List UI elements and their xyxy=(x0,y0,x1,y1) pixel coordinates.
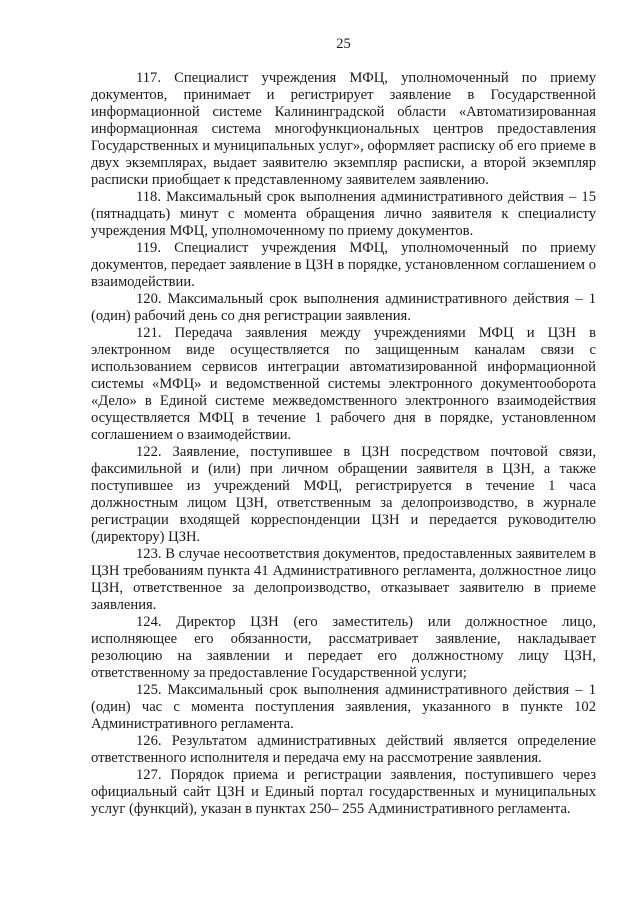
paragraph-119: 119. Специалист учреждения МФЦ, уполномоченный по приему документов, передает заявление в ЦЗН в порядке, установленном соглашением о взаимодействии. xyxy=(91,240,596,290)
paragraph-125: 125. Максимальный срок выполнения административного действия – 1 (один) час с момента поступления заявления, указанного в пункте 102 Административного регламента. xyxy=(91,682,596,732)
document-body xyxy=(91,70,596,818)
paragraph-120: 120. Максимальный срок выполнения административного действия – 1 (один) рабочий день со дня регистрации заявления. xyxy=(91,291,596,324)
paragraph-127: 127. Порядок приема и регистрации заявления, поступившего через официальный сайт ЦЗН и Единый портал государственных и муниципальных услуг (функций), указан в пунктах 250– 255 Административного регламента. xyxy=(91,767,596,817)
paragraph-123: 123. В случае несоответствия документов, предоставленных заявителем в ЦЗН требованиям пункта 41 Административного регламента, должностное лицо ЦЗН, ответственное за делопроизводство, отказывает заявителю в приеме заявления. xyxy=(91,546,596,613)
paragraph-122: 122. Заявление, поступившее в ЦЗН посредством почтовой связи, факсимильной и (или) при личном обращении заявителя в ЦЗН, а также поступившее из учреждений МФЦ, регистрируется в течение 1 часа должностным лицом ЦЗН, ответственным за делопроизводство, в журнале регистрации входящей корреспонденции ЦЗН и передается руководителю (директору) ЦЗН. xyxy=(91,444,596,545)
paragraph-126: 126. Результатом административных действий является определение ответственного исполнителя и передача ему на рассмотрение заявления. xyxy=(91,733,596,766)
paragraph-121: 121. Передача заявления между учреждениями МФЦ и ЦЗН в электронном виде осуществляется по защищенным каналам связи с использованием сервисов интеграции автоматизированной информационной системы «МФЦ» и ведомственной системы электронного документооборота «Дело» в Единой системе межведомственного электронного взаимодействия осуществляется МФЦ в течение 1 рабочего дня в порядке, установленном соглашением о взаимодействии. xyxy=(91,325,596,443)
paragraph-124: 124. Директор ЦЗН (его заместитель) или должностное лицо, исполняющее его обязанности, рассматривает заявление, накладывает резолюцию на заявлении и передает его должностному лицу ЦЗН, ответственному за предоставление Государственной услуги; xyxy=(91,614,596,681)
document-page xyxy=(91,36,596,818)
paragraph-118: 118. Максимальный срок выполнения административного действия – 15 (пятнадцать) минут с момента обращения лично заявителя к специалисту учреждения МФЦ, уполномоченному по приему документов. xyxy=(91,189,596,239)
paragraph-117: 117. Специалист учреждения МФЦ, уполномоченный по приему документов, принимает и регистрирует заявление в Государственной информационной системе Калининградской области «Автоматизированная информационная система многофункциональных центров предоставления Государственных и муниципальных услуг», оформляет расписку об его приеме в двух экземплярах, выдает заявителю экземпляр расписки, а второй экземпляр расписки приобщает к представленному заявителем заявлению. xyxy=(91,70,596,188)
page-number: 25 xyxy=(336,36,351,52)
